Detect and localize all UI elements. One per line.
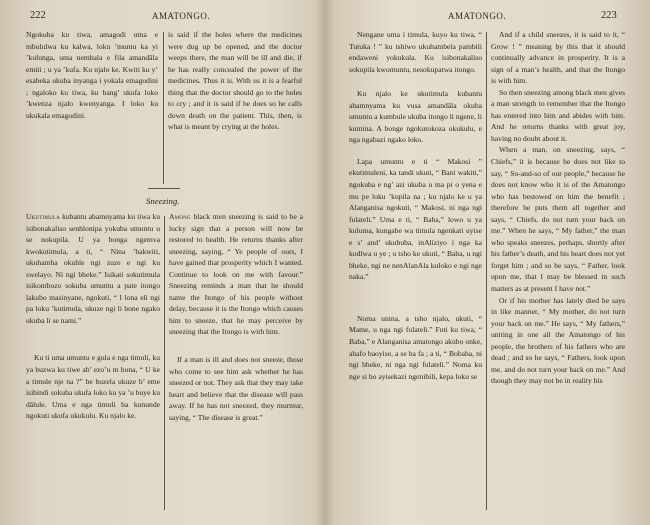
english-paragraph: And if a child sneezes, it is said to it, “ Grow ! ” meaning by this that it should continually advance in prosperity. It is a sign of a man’s health, and that the Itongo is with him. xyxy=(491,30,625,86)
right-running-head: AMATONGO. xyxy=(448,11,507,21)
left-bottom-zulu-column xyxy=(26,211,160,422)
english-paragraph: Among black men sneezing is said to be a lucky sign that a person will now be restored to health. He returns thanks after sneezing, saying, “ Ye people of ours, I have gained that prosperity which I wanted. Continue to look on me with favour.” Sneezing reminds a man that he should name the Itongo of his people without delay, because it is the Itongo which causes him to sneeze, that he may perceive by sneezing that the Itongo is with him. xyxy=(169,212,303,337)
english-paragraph: Or if his mother has lately died he says in like manner, “ My mother, do not turn your back on me.” He says, “ My fathers,” uniting in one all the Amatongo of his people, the brothers of his fathers who are dead ; and so he says, “ Fathers, look upon me, and do not turn your back on me.” And though they may not be in reality his xyxy=(491,295,625,386)
left-top-zulu-column xyxy=(26,29,158,121)
english-paragraph: If a man is ill and does not sneeze, those who come to see him ask whether he has sneezed or not. They ask that they may take heart and believe that the disease will pass away. If he has not sneezed, they murmur, saying, “ The disease is great.” xyxy=(169,355,303,422)
right-zulu-column xyxy=(349,29,482,382)
paragraph-lead: Among xyxy=(169,212,191,221)
zulu-paragraph: Ku ti uma umuntu e gula e nga timuli, ku ya buzwa ku tiwe ab’ ezo’u m bona, “ U ke a timule nje na ?” be buzela ukuze b’ eme isibindi sokuba ukufa loko ku ya ’u buye ku dâlule. Uma e nga timuli ba kununde ngokuti ukufa ukukulu. Ku njalo ke. xyxy=(26,353,160,421)
section-title: Sneezing. xyxy=(146,196,180,206)
english-paragraph: is said if the holes where the medicines were dug up be opened, and the doctor weeps there, the man will be ill and die, if he has really concealed the power of the medicines. Thus it is. With us it is a fearful thing that the doctor should go to the holes to cry ; and it is said if he does so he calls down death on the patient. This, then, is what is meant by crying at the holes. xyxy=(168,30,302,132)
left-bottom-english-column xyxy=(169,211,303,423)
left-running-head: AMATONGO. xyxy=(152,11,211,21)
right-english-column xyxy=(491,29,625,387)
column-separator xyxy=(163,32,164,184)
column-separator xyxy=(164,216,165,510)
right-page xyxy=(325,0,650,525)
left-page-number: 222 xyxy=(30,10,46,21)
column-separator xyxy=(486,32,487,510)
english-paragraph: When a man, on sneezing, says, “ Chiefs,” it is because he does not like to say, “ So-and-so of our people,” because he does not know who it is of the Amatongo who has bestowed on him the benefit ; therefore he puts them all together and says, “ Chiefs, do not turn your back on me.” When he says, “ My father,” the man who speaks sneezes, perhaps, shortly after his father’s death, and his heart does not yet forget him ; and so he says, “ Father, look upon me, that I may be blessed in such matters as at present I have not.” xyxy=(491,145,625,294)
zulu-paragraph: Ukutimula kubantu abamnyama ku tiwa ku isibonakaliso senhlonipa yokuba umuntu u se nokupila. U ya bonga ngemva kwokutimula, a ti, “ Nina ’bakwiti, ukuhamba okuhle ngi zuze e ngi ku swelayo. Ni ngi bheke.” Isikati sokutimula isikombozo sokuba umuntu a pate itongo lakubo masinyane, ngokuti, “ I lona eli ngi pa loku ’kutimula, ukuze ngi li bone ngako ukuba li se nami.” xyxy=(26,212,160,325)
english-paragraph: So then sneezing among black men gives a man strength to remember that the Itongo has entered into him and abides with him. And he returns thanks with great joy, having no doubt about it. xyxy=(491,87,625,143)
zulu-paragraph: Ngokuba ku tiwa, amagodi uma e mbululwa ku kalwa, loku ’muntu ka yi ’kulunga, uma nembala e fila amandâla emiti ; u ya ’kufa. Ku njalo ke. Kwiti ku y’ esabeka ukuba inyanga i yokala emagodini ; ngaloko ku tiwa, ku bang’ ukufa loko ’kwenza njalo kwenyanga. I loko ku ukukala emagodini. xyxy=(26,30,158,120)
zulu-paragraph: Ku njalo ke ukutimula kubantu abamnyama ku vusa amandâla okuba umuntu a kumbule ukuba itongo li ngene, li kumina. A bonge ngokutokoza okukulu, e nga ngabazi ngako loko. xyxy=(349,89,482,145)
zulu-paragraph: Noma unina, a tsho njalo, ukuti, “ Mame, u nga ngi fulateli.” Futi ku tiwa, “ Baba,” e Alanganisa amatongo akubo onke, abafo baoyise, a se ba fa ; a ti, “ Bobaba, ni ngi bheke, ni nga ngi fulateli.” Noma ku nge si bo ayisekazi ngenibili, kepa loku se xyxy=(349,313,482,381)
zulu-paragraph: Lapa umuntu e ti “ Makosi ” ekutimuleni, ka tandi ukuti, “ Bani wakiti,” ngokuba e ng’ azi ukuba u ma pi o yena e mu pe loku ’kupila na ; ku njalo ke u ya Alanganisa ngokuti, “ Makosi, ni nga ngi fulateli.” Uma e ti, “ Baba,” lowo u ya kuluma, kungabe wa timula ngenkati uyise e s’ and’ ukububa, inAlíziyo i nga ka kodlwa u ye ; u tsho ke ukuti, “ Baba, u ngi bheke, ngi ne nenAlanAla kuloko e ngi nge naka.” xyxy=(349,156,482,282)
left-top-english-column xyxy=(168,29,302,133)
zulu-paragraph: Nengane uma i timula, kuyo ku tiwa, “ Tutuka ! ” ku tshiwo ukuhambela pambili endaweni yokukula. Ku isibonakaliso sokupila kwomuntu, nesokupatwa itongo. xyxy=(349,30,482,74)
paragraph-lead: Ukutimula xyxy=(26,212,60,221)
section-divider xyxy=(148,188,180,189)
right-page-number: 223 xyxy=(601,10,617,21)
